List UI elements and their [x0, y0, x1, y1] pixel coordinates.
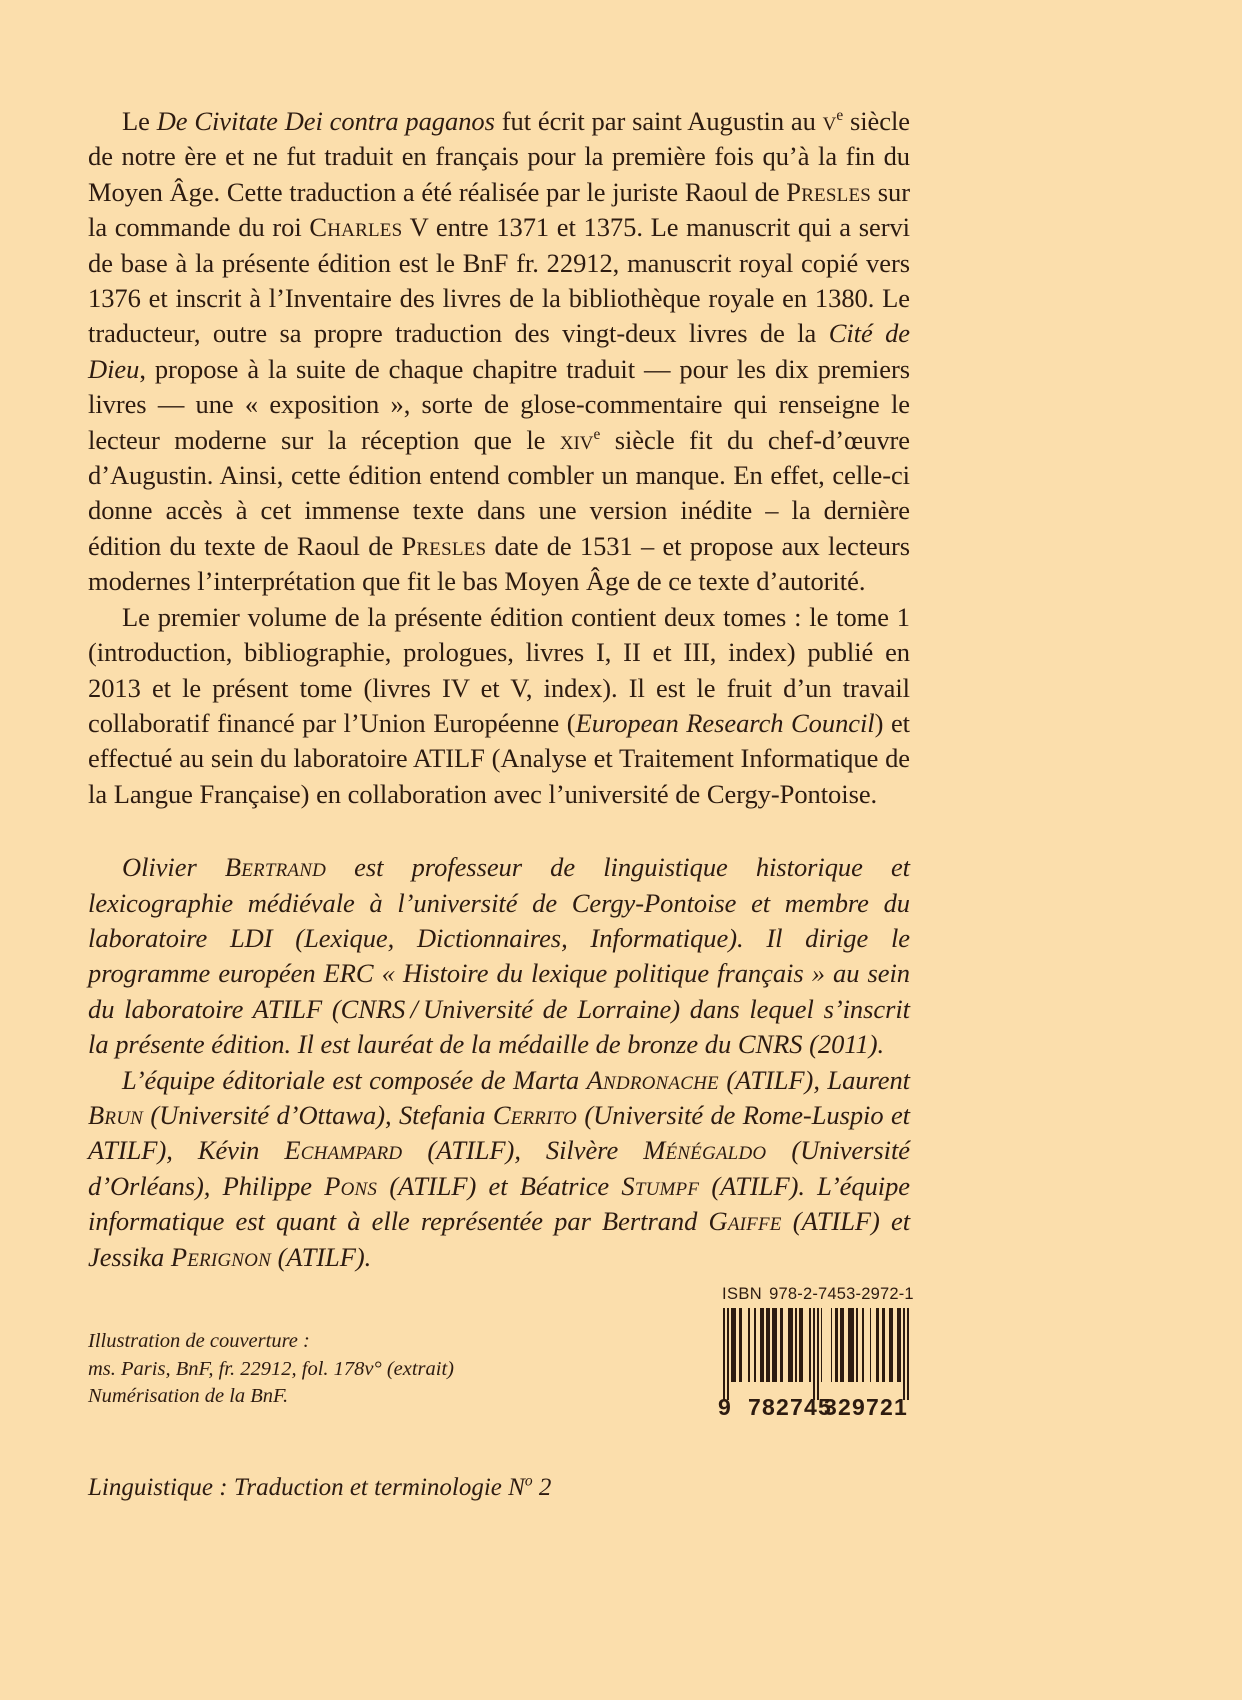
- ordinal-suffix: e: [836, 107, 844, 125]
- barcode-bar: [760, 1308, 764, 1382]
- barcode-bar: [903, 1308, 905, 1400]
- barcode-bar: [748, 1308, 750, 1382]
- credit-line-3: Numérisation de la BnF.: [88, 1385, 289, 1407]
- isbn-label: ISBN: [722, 1285, 763, 1303]
- name-brun: Brun: [88, 1099, 143, 1130]
- barcode-bars: [723, 1308, 909, 1400]
- work-title-french: Cité de Dieu: [88, 318, 910, 384]
- name-charles: Charles: [309, 212, 403, 243]
- barcode-bar: [848, 1308, 854, 1382]
- barcode-bar: [809, 1308, 811, 1382]
- barcode-bar: [772, 1308, 778, 1382]
- isbn-text-line: [718, 1285, 912, 1304]
- series-ordinal: o: [524, 1472, 533, 1490]
- barcode-bar: [889, 1308, 893, 1382]
- name-echampard: Echampard: [284, 1135, 403, 1166]
- barcode-right-digits: 329721: [824, 1394, 908, 1420]
- barcode-bar: [856, 1308, 858, 1382]
- paragraph-author-bio: Olivier Bertrand est professeur de linguistique historique et lexicographie médiévale à l’université de Cergy-Pontoise et membre du laboratoire LDI (Lexique, Dictionnaires, Informatique). Il dirige le programme européen ERC « Histoire du lexique politique français » au sein du laboratoire ATILF (CNRS / Université de Lorraine) dans lequel s’inscrit la présente édition. Il est lauréat de la médaille de bronze du CNRS (2011).: [88, 852, 910, 1060]
- barcode-bar: [813, 1308, 815, 1400]
- name-gaiffe: Gaiffe: [708, 1206, 782, 1237]
- barcode-bar: [870, 1308, 872, 1382]
- barcode-bar: [723, 1308, 725, 1400]
- funder-name: European Research Council: [575, 707, 875, 738]
- series-title: [88, 1473, 551, 1503]
- barcode-bar: [795, 1308, 797, 1382]
- name-stumpf: Stumpf: [621, 1170, 700, 1201]
- name-presles: Presles: [401, 530, 487, 561]
- name-menegaldo: Ménégaldo: [643, 1135, 767, 1166]
- credit-line-1: Illustration de couverture :: [88, 1330, 310, 1352]
- barcode-bar: [799, 1308, 803, 1382]
- barcode-bar: [882, 1308, 886, 1382]
- paragraph-volume-contents: Le premier volume de la présente édition contient deux tomes : le tome 1 (introduction, bibliographie, prologues, livres I, II et III, index) publié en 2013 et le présent tome (livres IV et V, index). Il est le fruit d’un travail collaboratif financé par l’Union Européenne (European Research Council) et effectué au sein du laboratoire ATILF (Analyse et Traitement Informatique de la Langue Française) en collaboration avec l’université de Cergy-Pontoise.: [88, 601, 910, 809]
- barcode-bar: [835, 1308, 839, 1382]
- barcode-bar: [754, 1308, 756, 1382]
- text-column: [88, 104, 910, 1275]
- isbn-number: 978-2-7453-2972-1: [769, 1285, 914, 1303]
- ordinal-suffix: e: [593, 425, 601, 443]
- barcode-bar: [731, 1308, 737, 1382]
- barcode-digit-row: [718, 1394, 912, 1422]
- barcode-bar: [788, 1308, 794, 1382]
- barcode-bar: [780, 1308, 784, 1382]
- barcode-bar: [821, 1308, 823, 1382]
- paragraph-editorial-team: L’équipe éditoriale est composée de Marta Andronache (ATILF), Laurent Brun (Université d’Ottawa), Stefania Cerrito (Université de Rome-Luspio et ATILF), Kévin Echampard (ATILF), Silvère Ménégaldo (Université d’Orléans), Philippe Pons (ATILF) et Béatrice Stumpf (ATILF). L’équipe informatique est quant à elle représentée par Bertrand Gaiffe (ATILF) et Jessika Perignon (ATILF).: [88, 1064, 911, 1272]
- barcode-bar: [766, 1308, 770, 1382]
- name-cerrito: Cerrito: [492, 1099, 577, 1130]
- name-bertrand: Bertrand: [224, 852, 327, 883]
- barcode-bar: [739, 1308, 743, 1382]
- barcode-bar: [862, 1308, 864, 1382]
- century-5: v: [822, 106, 837, 136]
- italic-paragraph-block: [88, 850, 910, 1275]
- barcode-bar: [897, 1308, 901, 1382]
- series-number: 2: [538, 1474, 552, 1501]
- century-14: xiv: [559, 424, 594, 455]
- barcode-bar: [817, 1308, 819, 1400]
- paragraph-edition-description: Le De Civitate Dei contra paganos fut écrit par saint Augustin au $v^e$ siècle de notre ère et ne fut traduit en français pour la première fois qu’à la fin du Moyen Âge. Cette traduction a été réalisée par le juriste Raoul de Presles sur la commande du roi Charles V entre 1371 et 1375. Le manuscrit qui a servi de base à la présente édition est le BnF fr. 22912, manuscrit royal copié vers 1376 et inscrit à l’Inventaire des livres de la bibliothèque royale en 1380. Le traducteur, outre sa propre traduction des vingt-deux livres de la Cité de Dieu, propose à la suite de chaque chapitre traduit — pour les dix premiers livres — une « exposition », sorte de glose-commentaire qui renseigne le lecteur moderne sur la réception que le xiv$^e$ siècle fit du chef-d’œuvre d’Augustin. Ainsi, cette édition entend combler un manque. En effet, celle-ci donne accès à cet immense texte dans une version inédite – la dernière édition du texte de Raoul de Presles date de 1531 – et propose aux lecteurs modernes l’interprétation que fit le bas Moyen Âge de ce texte d’autorité.: [88, 106, 910, 597]
- name-presles: Presles: [786, 176, 872, 207]
- name-perignon: Perignon: [170, 1241, 271, 1272]
- roman-paragraph-block: [88, 104, 910, 812]
- barcode-bar: [840, 1308, 844, 1382]
- series-label: Linguistique : Traduction et terminologie N: [88, 1474, 525, 1501]
- barcode-bar: [831, 1308, 833, 1382]
- work-title-latin: De Civitate Dei contra paganos: [156, 106, 495, 136]
- cover-illustration-credit: [88, 1328, 648, 1411]
- barcode-bar: [907, 1308, 909, 1400]
- barcode-bar: [727, 1308, 729, 1400]
- name-pons: Pons: [324, 1170, 378, 1201]
- credit-line-2: ms. Paris, BnF, fr. 22912, fol. 178v° (extrait): [88, 1357, 454, 1380]
- barcode-lead-digit: 9: [718, 1394, 732, 1420]
- name-andronache: Andronache: [586, 1064, 719, 1095]
- isbn-barcode: [718, 1285, 912, 1422]
- barcode-left-digits: 782745: [748, 1394, 832, 1420]
- barcode-bar: [876, 1308, 880, 1382]
